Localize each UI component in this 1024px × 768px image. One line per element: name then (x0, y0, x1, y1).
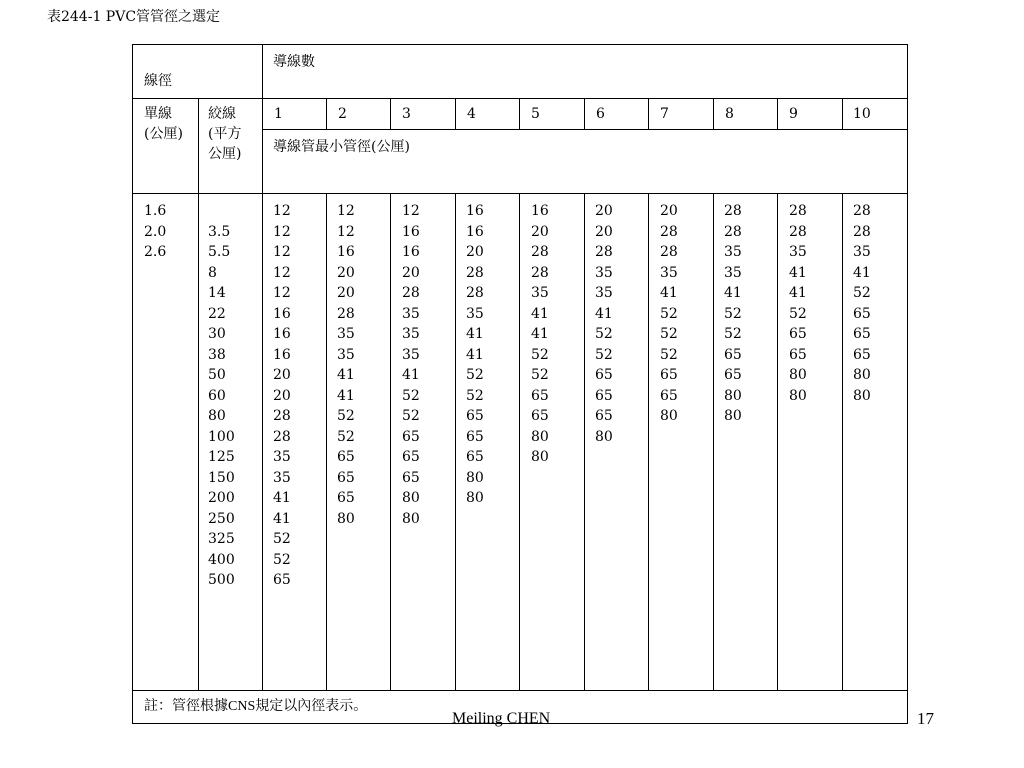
table-cell-value: 35 (531, 285, 549, 301)
table-cell-value: 35 (595, 264, 613, 281)
table-cell-value: 52 (402, 387, 420, 404)
table-cell-value: 35 (402, 305, 420, 322)
table-cell-value: 52 (660, 346, 678, 363)
table-cell-value: 52 (466, 367, 484, 383)
table-cell-value: 41 (466, 326, 484, 342)
count-4: 4 (467, 106, 476, 122)
table-cell-value: 28 (660, 223, 678, 240)
table-cell-value: 12 (273, 203, 291, 219)
table-cell-value: 35 (337, 326, 355, 342)
table-cell-value: 28 (789, 223, 807, 240)
table-cell-value: 12 (337, 203, 355, 219)
conduit-column-10 (853, 201, 871, 406)
table-cell-value: 35 (660, 264, 678, 281)
table-cell-value: 20 (595, 223, 613, 240)
table-caption: 表244-1 PVC管管徑之選定 (47, 9, 221, 25)
rule-col-4-5 (519, 98, 520, 130)
rule-col-3-4 (455, 98, 456, 130)
rule-diameter-count (262, 44, 263, 691)
table-cell-value: 65 (531, 387, 549, 404)
table-cell-value: 80 (789, 387, 807, 404)
table-cell-value: 35 (724, 244, 742, 260)
count-1: 1 (274, 106, 283, 122)
table-cell-value: 22 (208, 305, 226, 322)
table-cell-value: 65 (466, 408, 484, 424)
table-cell-value: 52 (337, 428, 355, 445)
table-cell-value: 52 (466, 387, 484, 404)
table-cell-value: 52 (531, 367, 549, 383)
table-cell-value: 28 (466, 264, 484, 281)
table-cell-value: 20 (660, 203, 678, 219)
stranded-wire-column (208, 201, 235, 591)
table-cell-value: 65 (789, 346, 807, 363)
table-cell-value: 52 (789, 305, 807, 322)
rule-data-9-10 (842, 193, 843, 691)
conduit-column-5 (531, 201, 549, 468)
table-cell-value: 65 (853, 326, 871, 342)
table-cell-value: 65 (402, 469, 420, 486)
conduit-column-3 (402, 201, 420, 529)
table-cell-value: 500 (208, 572, 235, 588)
table-cell-value: 65 (337, 490, 355, 506)
table-cell-value: 65 (724, 367, 742, 383)
rule-single-stranded (198, 98, 199, 691)
table-cell-value: 65 (337, 449, 355, 465)
table-cell-value: 12 (273, 244, 291, 260)
table-cell-value: 35 (337, 346, 355, 363)
count-8: 8 (725, 106, 734, 122)
rule-data-2-3 (390, 193, 391, 691)
table-cell-value: 41 (466, 346, 484, 363)
table-cell-value: 80 (337, 510, 355, 527)
conduit-column-1 (273, 201, 291, 591)
table-cell-value: 20 (466, 244, 484, 260)
table-cell-value: 52 (273, 531, 291, 547)
table-cell-value: 35 (466, 305, 484, 322)
table-cell-value: 52 (724, 326, 742, 342)
table-cell-value: 52 (660, 326, 678, 342)
rule-count-row-bottom (262, 129, 908, 130)
table-cell-value: 16 (466, 203, 484, 219)
table-cell-value: 100 (208, 428, 235, 445)
rule-header-bottom (132, 98, 908, 99)
count-5: 5 (531, 106, 540, 122)
table-cell-value: 80 (531, 449, 549, 465)
table-cell-value: 35 (402, 346, 420, 363)
rule-subheader-bottom (132, 193, 908, 194)
table-cell-value: 2.0 (144, 223, 167, 240)
rule-data-3-4 (455, 193, 456, 691)
table-border-top (132, 44, 908, 45)
count-3: 3 (402, 106, 411, 122)
table-cell-value: 52 (853, 285, 871, 301)
table-cell-value: 8 (208, 264, 217, 281)
table-cell-value: 65 (660, 387, 678, 404)
table-cell-value: 65 (595, 367, 613, 383)
table-cell-value: 41 (789, 285, 807, 301)
table-cell-value: 12 (402, 203, 420, 219)
table-cell-value: 28 (531, 244, 549, 260)
table-cell-value: 28 (273, 428, 291, 445)
table-cell-value: 20 (337, 285, 355, 301)
table-cell-value: 65 (724, 346, 742, 363)
table-cell-value: 41 (337, 367, 355, 383)
rule-col-9-10 (842, 98, 843, 130)
table-cell-value: 12 (273, 285, 291, 301)
table-cell-value: 28 (853, 203, 871, 219)
rule-col-5-6 (584, 98, 585, 130)
table-cell-value: 80 (595, 428, 613, 445)
table-cell-value: 5.5 (208, 244, 231, 260)
count-2: 2 (338, 106, 347, 122)
rule-col-6-7 (648, 98, 649, 130)
table-cell-value: 65 (853, 346, 871, 363)
table-cell-value: 14 (208, 285, 226, 301)
conduit-column-2 (337, 201, 355, 529)
table-cell-value: 20 (273, 387, 291, 404)
table-cell-value: 28 (595, 244, 613, 260)
table-cell-value: 65 (853, 305, 871, 322)
table-cell-value: 80 (402, 490, 420, 506)
table-cell-value: 28 (724, 203, 742, 219)
table-border-right (907, 44, 908, 724)
table-cell-value: 20 (531, 223, 549, 240)
table-cell-value: 16 (273, 305, 291, 322)
table-cell-value: 28 (724, 223, 742, 240)
table-cell-value: 30 (208, 326, 226, 342)
table-cell-value: 52 (595, 346, 613, 363)
table-cell-value: 80 (208, 408, 226, 424)
table-cell-value: 400 (208, 551, 235, 568)
table-cell-value: 12 (337, 223, 355, 240)
table-cell-value: 35 (402, 326, 420, 342)
table-cell-value: 52 (273, 551, 291, 568)
table-cell-value: 41 (531, 326, 549, 342)
table-cell-value: 65 (273, 572, 291, 588)
table-cell-value: 52 (337, 408, 355, 424)
rule-data-6-7 (648, 193, 649, 691)
table-cell-value: 325 (208, 531, 235, 547)
author-name: Meiling CHEN (452, 710, 551, 727)
table-cell-value: 41 (337, 387, 355, 404)
rule-col-8-9 (777, 98, 778, 130)
table-cell-value: 52 (660, 305, 678, 322)
rule-data-7-8 (713, 193, 714, 691)
table-cell-value: 52 (531, 346, 549, 363)
table-cell-value: 41 (595, 305, 613, 322)
table-cell-value: 200 (208, 490, 235, 506)
count-7: 7 (660, 106, 669, 122)
table-cell-value: 52 (724, 305, 742, 322)
table-cell-value: 35 (724, 264, 742, 281)
table-cell-value: 38 (208, 346, 226, 363)
table-cell-value: 16 (531, 203, 549, 219)
table-cell-value: 28 (531, 264, 549, 281)
table-cell-value: 28 (466, 285, 484, 301)
table-note: 註：管徑根據CNS規定以內徑表示。 (144, 698, 368, 714)
table-cell-value: 65 (789, 326, 807, 342)
conduit-column-6 (595, 201, 613, 447)
table-cell-value: 65 (402, 449, 420, 465)
count-9: 9 (789, 106, 798, 122)
table-cell-value: 80 (724, 387, 742, 404)
table-cell-value: 65 (595, 387, 613, 404)
table-cell-value: 41 (273, 510, 291, 527)
table-cell-value: 41 (660, 285, 678, 301)
table-cell-value: 65 (660, 367, 678, 383)
table-cell-value: 80 (466, 490, 484, 506)
table-cell-value: 28 (789, 203, 807, 219)
pvc-conduit-table (132, 44, 908, 724)
table-cell-value: 28 (402, 285, 420, 301)
header-wire-count: 導線數 (273, 54, 315, 70)
table-cell-value: 16 (402, 244, 420, 260)
header-stranded-wire: 絞線 (平方 公厘) (208, 106, 242, 162)
conduit-column-4 (466, 201, 484, 509)
table-cell-value: 2.6 (144, 244, 167, 260)
table-cell-value: 35 (789, 244, 807, 260)
table-cell-value: 80 (660, 408, 678, 424)
table-cell-value: 60 (208, 387, 226, 404)
table-cell-value: 52 (595, 326, 613, 342)
conduit-column-7 (660, 201, 678, 427)
table-cell-value: 28 (273, 408, 291, 424)
table-cell-value: 65 (595, 408, 613, 424)
table-cell-value: 65 (466, 449, 484, 465)
count-10: 10 (853, 106, 871, 122)
rule-note-top (132, 690, 908, 691)
table-cell-value: 41 (531, 305, 549, 322)
table-cell-value: 65 (531, 408, 549, 424)
rule-data-5-6 (584, 193, 585, 691)
rule-data-8-9 (777, 193, 778, 691)
table-cell-value: 125 (208, 449, 235, 465)
header-wire-diameter: 線徑 (144, 73, 172, 89)
table-cell-value: 80 (531, 428, 549, 445)
table-cell-value: 12 (273, 223, 291, 240)
table-cell-value: 35 (853, 244, 871, 260)
table-cell-value: 20 (337, 264, 355, 281)
table-cell-value: 20 (273, 367, 291, 383)
table-cell-value: 3.5 (208, 223, 231, 240)
table-cell-value: 16 (337, 244, 355, 260)
table-cell-value: 80 (466, 469, 484, 486)
table-cell-value: 35 (273, 449, 291, 465)
single-wire-column (144, 201, 166, 263)
table-cell-value: 50 (208, 367, 226, 383)
table-cell-value: 12 (273, 264, 291, 281)
table-cell-value: 16 (466, 223, 484, 240)
table-cell-value: 35 (595, 285, 613, 301)
header-single-wire: 單線 (公厘) (144, 106, 183, 142)
table-cell-value: 41 (402, 367, 420, 383)
table-cell-value: 65 (466, 428, 484, 445)
table-cell-value: 35 (273, 469, 291, 486)
rule-data-1-2 (326, 193, 327, 691)
table-cell-value: 41 (789, 264, 807, 281)
table-cell-value: 41 (724, 285, 742, 301)
table-cell-value: 80 (402, 510, 420, 527)
rule-col-7-8 (713, 98, 714, 130)
table-cell-value: 20 (595, 203, 613, 219)
table-cell-value: 250 (208, 510, 235, 527)
table-cell-value: 16 (273, 326, 291, 342)
count-6: 6 (596, 106, 605, 122)
table-cell-value: 80 (853, 367, 871, 383)
table-cell-value: 1.6 (144, 203, 167, 219)
table-cell-value: 20 (402, 264, 420, 281)
table-cell-value: 28 (853, 223, 871, 240)
rule-col-1-2 (326, 98, 327, 130)
table-cell-value: 28 (337, 305, 355, 322)
rule-data-4-5 (519, 193, 520, 691)
conduit-column-8 (724, 201, 742, 427)
table-cell-value: 65 (337, 469, 355, 486)
table-border-left (132, 44, 133, 724)
header-min-conduit: 導線管最小管徑(公厘) (273, 139, 410, 155)
table-cell-value: 28 (660, 244, 678, 260)
table-cell-value: 150 (208, 469, 235, 486)
table-cell-value: 41 (273, 490, 291, 506)
conduit-column-9 (789, 201, 807, 406)
page-number: 17 (917, 709, 934, 728)
table-cell-value: 16 (402, 223, 420, 240)
table-cell-value: 80 (789, 367, 807, 383)
rule-col-2-3 (390, 98, 391, 130)
table-cell-value: 16 (273, 346, 291, 363)
table-cell-value: 41 (853, 264, 871, 281)
table-cell-value: 80 (724, 408, 742, 424)
table-cell-value: 52 (402, 408, 420, 424)
row-spacer (208, 201, 235, 222)
table-cell-value: 80 (853, 387, 871, 404)
table-cell-value: 65 (402, 428, 420, 445)
